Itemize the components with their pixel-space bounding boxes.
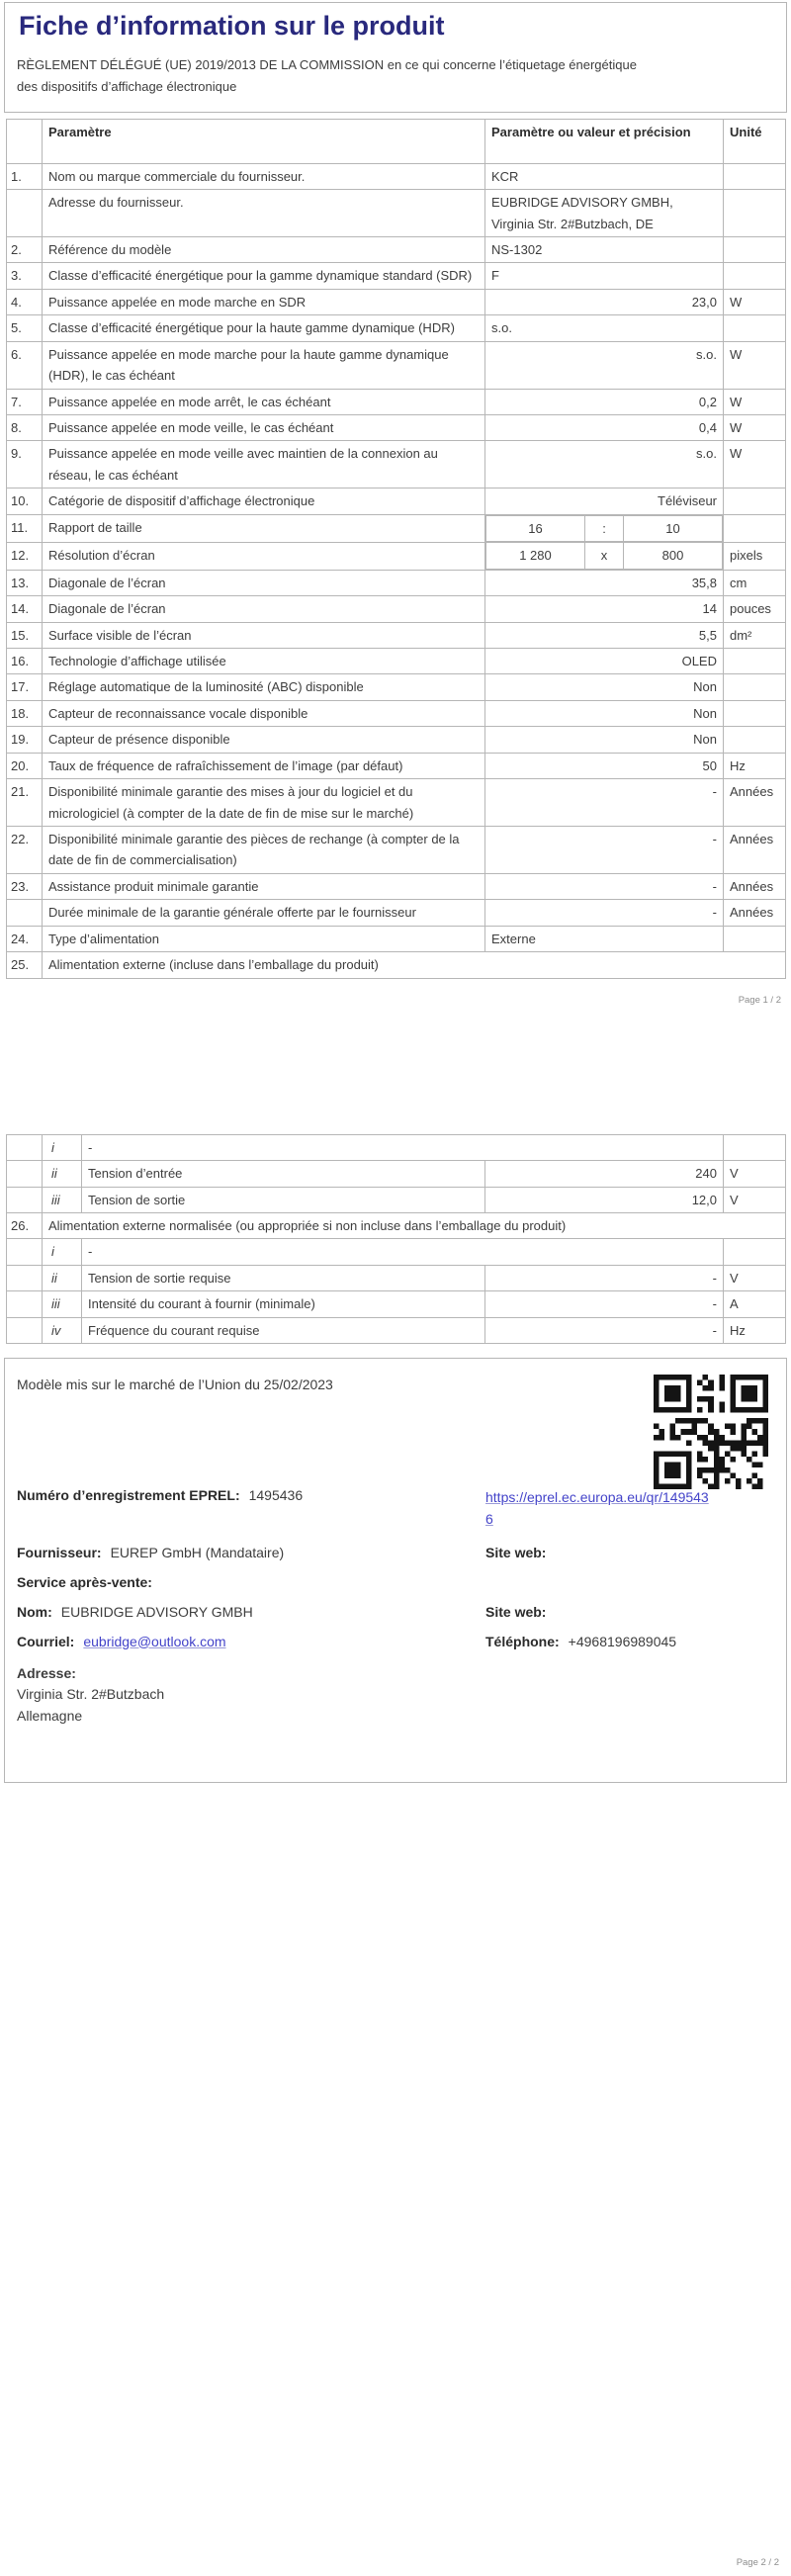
- eprel-registration: [17, 1487, 485, 1503]
- row-num: 14.: [7, 596, 43, 622]
- service-website-cell: [485, 1604, 774, 1620]
- page1-footer-label: Page 1 / 2: [738, 994, 781, 1006]
- row-num: 11.: [7, 514, 43, 542]
- unit-cell: [724, 236, 786, 262]
- page1-header-box: [4, 2, 787, 113]
- email-link[interactable]: eubridge@outlook.com: [83, 1633, 226, 1649]
- value-cell: s.o.: [485, 441, 724, 489]
- param-cell: Rapport de taille: [43, 514, 485, 542]
- unit-cell: pixels: [724, 542, 786, 570]
- unit-cell: pouces: [724, 596, 786, 622]
- row-num: 8.: [7, 415, 43, 441]
- value-cell: 35,8: [485, 570, 724, 595]
- table-row: [7, 489, 786, 514]
- ratio-separator: :: [584, 516, 623, 541]
- roman-index: iii: [43, 1291, 82, 1317]
- unit-cell: Années: [724, 779, 786, 827]
- dash-cell: -: [82, 1239, 724, 1265]
- unit-cell: [724, 489, 786, 514]
- value-cell: NS-1302: [485, 236, 724, 262]
- value-cell: -: [485, 779, 724, 827]
- phone-label: Téléphone:: [485, 1633, 560, 1649]
- unit-cell: Années: [724, 827, 786, 874]
- param-cell: Classe d’efficacité énergétique pour la haute gamme dynamique (HDR): [43, 315, 485, 341]
- table-row: [7, 622, 786, 648]
- row-num: 9.: [7, 441, 43, 489]
- unit-cell: dm²: [724, 622, 786, 648]
- supplier-name: EUREP GmbH (Mandataire): [110, 1544, 285, 1560]
- param-cell: Puissance appelée en mode veille, le cas échéant: [43, 415, 485, 441]
- row-num: 5.: [7, 315, 43, 341]
- unit-cell: W: [724, 389, 786, 414]
- row-num: 19.: [7, 727, 43, 753]
- value-cell: 5,5: [485, 622, 724, 648]
- unit-cell: [724, 1134, 786, 1160]
- table-row: [7, 341, 786, 389]
- row-num: [7, 1265, 43, 1290]
- roman-index: i: [43, 1134, 82, 1160]
- value-cell: 240: [485, 1161, 724, 1187]
- value-cell: 12,0: [485, 1187, 724, 1212]
- param-cell: Réglage automatique de la luminosité (ABC) disponible: [43, 674, 485, 700]
- table-row: [7, 1187, 786, 1212]
- unit-cell: A: [724, 1291, 786, 1317]
- resolution-v: 800: [623, 543, 722, 568]
- value-cell: Non: [485, 674, 724, 700]
- table-row: [7, 1317, 786, 1343]
- row-num: 23.: [7, 873, 43, 899]
- param-cell: Technologie d’affichage utilisée: [43, 648, 485, 673]
- param-cell: Surface visible de l’écran: [43, 622, 485, 648]
- table-row: [7, 415, 786, 441]
- table-row: [7, 873, 786, 899]
- unit-cell: [724, 163, 786, 189]
- row-num: 16.: [7, 648, 43, 673]
- param-cell: Résolution d’écran: [43, 542, 485, 570]
- table-row: [7, 1212, 786, 1238]
- unit-cell: V: [724, 1265, 786, 1290]
- registration-footer-box: [4, 1358, 787, 1783]
- param-cell: Capteur de présence disponible: [43, 727, 485, 753]
- regulation-text: RÈGLEMENT DÉLÉGUÉ (UE) 2019/2013 DE LA COMMISSION en ce qui concerne l’étiquetage énergétique des dispositifs d’affichage électronique: [17, 57, 637, 95]
- row-num: [7, 1187, 43, 1212]
- param-cell: Tension de sortie: [82, 1187, 485, 1212]
- table-row: [7, 674, 786, 700]
- value-cell: -: [485, 1317, 724, 1343]
- row-num: 26.: [7, 1212, 43, 1238]
- table-row: [7, 753, 786, 778]
- value-cell: -: [485, 873, 724, 899]
- roman-index: iii: [43, 1187, 82, 1212]
- row-num: 12.: [7, 542, 43, 570]
- value-cell: F: [485, 263, 724, 289]
- row-num: 24.: [7, 926, 43, 951]
- value-cell: -: [485, 1291, 724, 1317]
- value-cell: -: [485, 900, 724, 926]
- roman-index: ii: [43, 1161, 82, 1187]
- address-country: Allemagne: [17, 1707, 83, 1724]
- eprel-link-cell: [485, 1487, 774, 1530]
- table-row: [7, 315, 786, 341]
- header-num-cell: [7, 120, 43, 163]
- roman-index: ii: [43, 1265, 82, 1290]
- model-market-date: Modèle mis sur le marché de l’Union du 25/02/2023: [17, 1377, 333, 1393]
- unit-cell: W: [724, 341, 786, 389]
- eprel-url-link[interactable]: https://eprel.ec.europa.eu/qr/1495436: [485, 1489, 709, 1527]
- param-cell: Référence du modèle: [43, 236, 485, 262]
- table-row: [7, 190, 786, 237]
- table-row: [7, 1265, 786, 1290]
- after-sales-label: Service après-vente:: [17, 1573, 152, 1590]
- header-unit: Unité: [724, 120, 786, 163]
- param-cell-fullspan: Alimentation externe (incluse dans l’emballage du produit): [43, 952, 786, 978]
- ratio-width: 16: [528, 520, 543, 536]
- unit-cell: Hz: [724, 1317, 786, 1343]
- value-cell: 14: [485, 596, 724, 622]
- value-cell: Téléviseur: [485, 489, 724, 514]
- row-num: [7, 1239, 43, 1265]
- param-cell: Capteur de reconnaissance vocale disponible: [43, 700, 485, 726]
- site-web-label: Site web:: [485, 1544, 547, 1560]
- roman-index: i: [43, 1239, 82, 1265]
- value-cell: 50: [485, 753, 724, 778]
- value-cell: KCR: [485, 163, 724, 189]
- name-label: Nom:: [17, 1603, 52, 1620]
- row-num: 18.: [7, 700, 43, 726]
- row-num: 17.: [7, 674, 43, 700]
- param-cell: Classe d’efficacité énergétique pour la gamme dynamique standard (SDR): [43, 263, 485, 289]
- table-row: [7, 827, 786, 874]
- value-cell: 0,2: [485, 389, 724, 414]
- row-num: 3.: [7, 263, 43, 289]
- param-cell: Disponibilité minimale garantie des mises à jour du logiciel et du micrologiciel (à compter de la date de fin de mise sur le marché): [43, 779, 485, 827]
- unit-cell: Années: [724, 873, 786, 899]
- value-cell: Non: [485, 700, 724, 726]
- phone-cell: [485, 1634, 774, 1649]
- supplier-row: [17, 1545, 774, 1560]
- row-num: [7, 190, 43, 237]
- resolution-separator: x: [584, 543, 623, 568]
- unit-cell: V: [724, 1161, 786, 1187]
- email-label: Courriel:: [17, 1633, 75, 1649]
- param-cell-fullspan: Alimentation externe normalisée (ou appropriée si non incluse dans l’emballage du produit): [43, 1212, 786, 1238]
- unit-cell: Hz: [724, 753, 786, 778]
- table-row: [7, 779, 786, 827]
- row-num: [7, 1134, 43, 1160]
- address-label: Adresse:: [17, 1664, 76, 1681]
- value-cell: OLED: [485, 648, 724, 673]
- eprel-label: Numéro d’enregistrement EPREL:: [17, 1487, 240, 1504]
- param-cell: Catégorie de dispositif d’affichage électronique: [43, 489, 485, 514]
- unit-cell: [724, 674, 786, 700]
- param-cell: Durée minimale de la garantie générale offerte par le fournisseur: [43, 900, 485, 926]
- row-num: [7, 1291, 43, 1317]
- address-block: [17, 1663, 774, 1728]
- table-row: [7, 596, 786, 622]
- eprel-row: [17, 1487, 774, 1530]
- eprel-number: 1495436: [248, 1487, 304, 1504]
- value-cell: Non: [485, 727, 724, 753]
- row-num: [7, 900, 43, 926]
- unit-cell: W: [724, 289, 786, 314]
- value-cell: s.o.: [485, 315, 724, 341]
- param-cell: Adresse du fournisseur.: [43, 190, 485, 237]
- row-num: 22.: [7, 827, 43, 874]
- row-num: 2.: [7, 236, 43, 262]
- unit-cell: [724, 700, 786, 726]
- param-cell: Puissance appelée en mode marche pour la haute gamme dynamique (HDR), le cas échéant: [43, 341, 485, 389]
- param-cell: Taux de fréquence de rafraîchissement de l’image (par défaut): [43, 753, 485, 778]
- param-cell: Nom ou marque commerciale du fournisseur.: [43, 163, 485, 189]
- row-num: [7, 1317, 43, 1343]
- param-cell: Disponibilité minimale garantie des pièces de rechange (à compter de la date de fin de commercialisation): [43, 827, 485, 874]
- param-cell: Diagonale de l’écran: [43, 596, 485, 622]
- table-row: [7, 441, 786, 489]
- after-sales-row: [17, 1574, 774, 1590]
- page2-footer-label: Page 2 / 2: [736, 2557, 779, 2568]
- unit-cell: [724, 514, 786, 542]
- product-parameters-table: [6, 119, 786, 978]
- unit-cell: [724, 1239, 786, 1265]
- contact-row: [17, 1634, 774, 1649]
- row-num: 10.: [7, 489, 43, 514]
- table-row: [7, 1161, 786, 1187]
- table-row: [7, 1291, 786, 1317]
- supplier-website-cell: [485, 1545, 774, 1560]
- table-row: [7, 542, 786, 570]
- value-cell: s.o.: [485, 341, 724, 389]
- roman-index: iv: [43, 1317, 82, 1343]
- unit-cell: W: [724, 415, 786, 441]
- unit-cell: [724, 648, 786, 673]
- supplier-label: Fournisseur:: [17, 1544, 102, 1560]
- param-cell: Intensité du courant à fournir (minimale): [82, 1291, 485, 1317]
- resolution-h: 1 280: [519, 548, 552, 564]
- table-row: [7, 263, 786, 289]
- row-num: 21.: [7, 779, 43, 827]
- table-row: [7, 1134, 786, 1160]
- param-cell: Puissance appelée en mode veille avec maintien de la connexion au réseau, le cas échéant: [43, 441, 485, 489]
- dash-cell: -: [82, 1134, 724, 1160]
- table-row: [7, 727, 786, 753]
- row-num: 20.: [7, 753, 43, 778]
- value-cell: -: [485, 827, 724, 874]
- table-row: [7, 952, 786, 978]
- table-row: [7, 514, 786, 542]
- value-cell: Externe: [485, 926, 724, 951]
- table-row: [7, 1239, 786, 1265]
- param-cell: Puissance appelée en mode arrêt, le cas échéant: [43, 389, 485, 414]
- header-param: Paramètre: [43, 120, 485, 163]
- service-name-row: [17, 1604, 774, 1620]
- param-cell: Tension de sortie requise: [82, 1265, 485, 1290]
- row-num: 1.: [7, 163, 43, 189]
- table-row: [7, 163, 786, 189]
- after-sales-service: [17, 1574, 485, 1590]
- service-name: [17, 1604, 485, 1620]
- unit-cell: V: [724, 1187, 786, 1212]
- param-cell: Type d’alimentation: [43, 926, 485, 951]
- unit-cell: [724, 926, 786, 951]
- value-cell: EUBRIDGE ADVISORY GMBH, Virginia Str. 2#Butzbach, DE: [485, 190, 724, 237]
- row-num: 6.: [7, 341, 43, 389]
- name-value: EUBRIDGE ADVISORY GMBH: [60, 1603, 253, 1620]
- site-web-label: Site web:: [485, 1603, 547, 1620]
- unit-cell: W: [724, 441, 786, 489]
- table-row: [7, 389, 786, 414]
- value-cell: [485, 542, 723, 569]
- table-row: [7, 289, 786, 314]
- supplier-info: [17, 1545, 485, 1560]
- unit-cell: [724, 190, 786, 237]
- qr-code: [654, 1375, 768, 1489]
- row-num: 7.: [7, 389, 43, 414]
- row-num: 4.: [7, 289, 43, 314]
- external-power-table: [6, 1134, 786, 1345]
- row-num: 13.: [7, 570, 43, 595]
- unit-cell: [724, 263, 786, 289]
- row-num: 15.: [7, 622, 43, 648]
- table-row: [7, 900, 786, 926]
- table-row: [7, 570, 786, 595]
- table-row: [7, 926, 786, 951]
- table-row: [7, 236, 786, 262]
- table-row: [7, 700, 786, 726]
- row-num: 25.: [7, 952, 43, 978]
- value-cell: -: [485, 1265, 724, 1290]
- unit-cell: [724, 315, 786, 341]
- unit-cell: cm: [724, 570, 786, 595]
- value-cell: 23,0: [485, 289, 724, 314]
- param-cell: Assistance produit minimale garantie: [43, 873, 485, 899]
- unit-cell: [724, 727, 786, 753]
- ratio-height: 10: [623, 516, 722, 541]
- address-street: Virginia Str. 2#Butzbach: [17, 1686, 165, 1703]
- table-row: [7, 648, 786, 673]
- param-cell: Puissance appelée en mode marche en SDR: [43, 289, 485, 314]
- value-cell: [485, 515, 723, 542]
- value-cell: 0,4: [485, 415, 724, 441]
- table-header-row: [7, 120, 786, 163]
- header-value: Paramètre ou valeur et précision: [485, 120, 724, 163]
- param-cell: Fréquence du courant requise: [82, 1317, 485, 1343]
- phone-value: +4968196989045: [568, 1633, 677, 1649]
- email-cell: [17, 1634, 485, 1649]
- param-cell: Diagonale de l’écran: [43, 570, 485, 595]
- param-cell: Tension d’entrée: [82, 1161, 485, 1187]
- page-title: Fiche d’information sur le produit: [19, 11, 445, 41]
- unit-cell: Années: [724, 900, 786, 926]
- row-num: [7, 1161, 43, 1187]
